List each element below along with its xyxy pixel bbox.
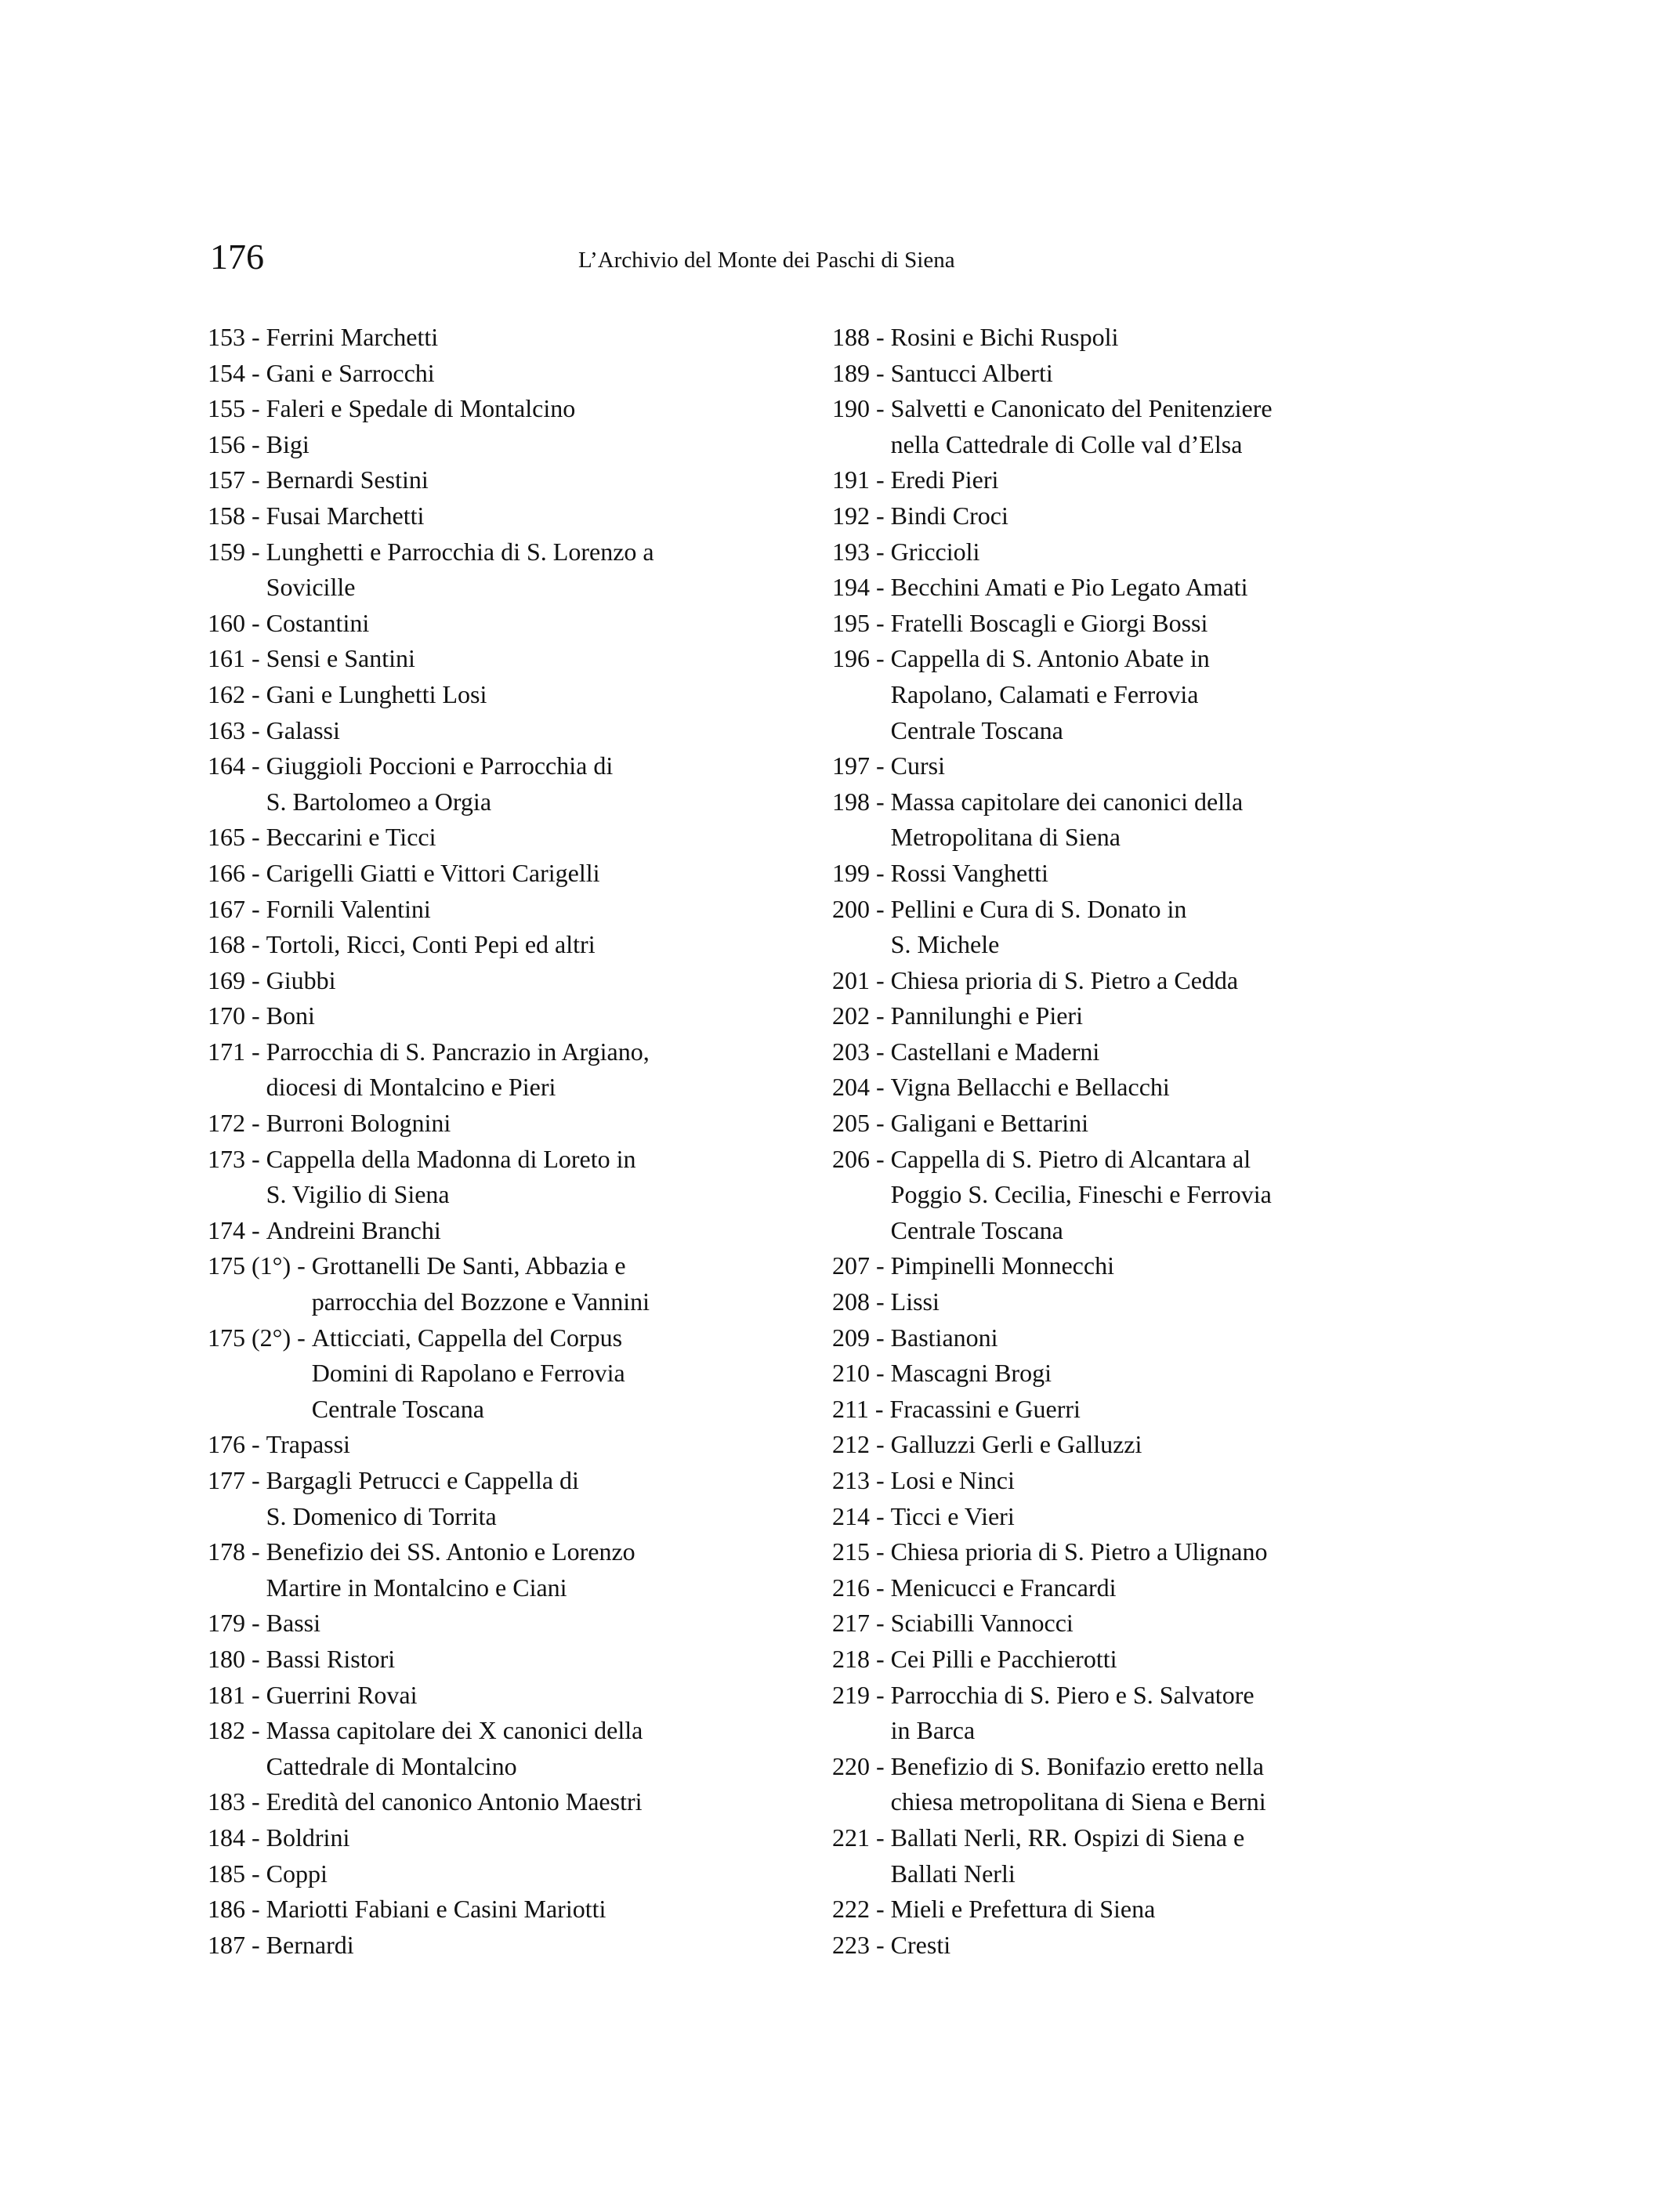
entry-number: 199 - — [832, 858, 885, 887]
list-item — [832, 1642, 1428, 1678]
entry-text: Guerrini Rovai — [266, 1680, 418, 1709]
list-item — [832, 1142, 1428, 1249]
entry-number: 172 - — [208, 1109, 260, 1138]
entry-text: Massa capitolare dei canonici della Metropolitana di Siena — [890, 787, 1244, 852]
entry-text: Cursi — [890, 751, 945, 780]
entry-number: 156 - — [208, 429, 260, 458]
entry-number: 209 - — [832, 1323, 885, 1352]
entry-number: 177 - — [208, 1466, 260, 1494]
list-item — [208, 963, 803, 999]
entry-text: Bernardi — [266, 1930, 354, 1959]
list-item — [832, 892, 1428, 963]
list-item — [832, 1892, 1428, 1928]
entry-number: 175 (1°) - — [208, 1251, 306, 1280]
list-item — [208, 1142, 803, 1213]
list-item — [832, 1820, 1428, 1892]
entry-text: Cresti — [890, 1930, 951, 1959]
entry-number: 223 - — [832, 1930, 885, 1959]
entry-text: Giubbi — [266, 965, 336, 994]
list-item — [832, 1606, 1428, 1642]
entry-number: 205 - — [832, 1109, 885, 1138]
entry-text: Bindi Croci — [890, 501, 1008, 530]
entry-number: 164 - — [208, 751, 260, 780]
list-item — [832, 534, 1428, 570]
list-item — [832, 1248, 1428, 1284]
entry-number: 202 - — [832, 1001, 885, 1030]
entry-text: Rossi Vanghetti — [890, 858, 1048, 887]
list-item — [832, 1463, 1428, 1499]
list-item — [208, 498, 803, 534]
list-item — [832, 356, 1428, 392]
entry-text: Bigi — [266, 429, 310, 458]
entry-number: 210 - — [832, 1359, 885, 1388]
entry-text: Eredità del canonico Antonio Maestri — [266, 1787, 643, 1816]
entry-text: Pimpinelli Monnecchi — [890, 1251, 1114, 1280]
entry-text: Faleri e Spedale di Montalcino — [266, 394, 576, 423]
entry-number: 203 - — [832, 1037, 885, 1066]
entry-text: Atticciati, Cappella del Corpus Domini di Rapolano e Ferrovia Centrale Toscana — [311, 1323, 625, 1423]
entry-number: 176 - — [208, 1430, 260, 1459]
entry-text: Menicucci e Francardi — [890, 1573, 1117, 1602]
entry-text: Boni — [266, 1001, 315, 1030]
list-item — [208, 856, 803, 892]
list-item — [208, 1928, 803, 1964]
entry-text: Parrocchia di S. Piero e S. Salvatore in Barca — [890, 1680, 1255, 1745]
entry-number: 216 - — [832, 1573, 885, 1602]
entry-text: Sciabilli Vannocci — [890, 1609, 1074, 1638]
entry-text: Ballati Nerli, RR. Ospizi di Siena e Ballati Nerli — [890, 1823, 1245, 1888]
entry-number: 196 - — [832, 644, 885, 673]
entry-text: Vigna Bellacchi e Bellacchi — [890, 1073, 1170, 1102]
entry-text: Castellani e Maderni — [890, 1037, 1100, 1066]
running-title: L’Archivio del Monte dei Paschi di Siena — [578, 248, 955, 273]
entry-number: 195 - — [832, 608, 885, 637]
entry-text: Fratelli Boscagli e Giorgi Bossi — [890, 608, 1208, 637]
list-item — [832, 320, 1428, 356]
list-item — [832, 1427, 1428, 1463]
list-item — [832, 606, 1428, 642]
entry-text: Lissi — [890, 1287, 940, 1316]
right-column — [832, 320, 1428, 1963]
entry-number: 182 - — [208, 1716, 260, 1745]
entry-text: Tortoli, Ricci, Conti Pepi ed altri — [266, 930, 596, 959]
entry-text: Gani e Sarrocchi — [266, 358, 435, 387]
entry-text: Ferrini Marchetti — [266, 323, 439, 351]
entry-number: 166 - — [208, 858, 260, 887]
entry-number: 215 - — [832, 1537, 885, 1566]
list-item — [208, 320, 803, 356]
entry-number: 170 - — [208, 1001, 260, 1030]
list-item — [208, 641, 803, 677]
list-item — [832, 498, 1428, 534]
entry-number: 158 - — [208, 501, 260, 530]
list-item — [208, 1892, 803, 1928]
list-item — [832, 570, 1428, 606]
entry-text: Carigelli Giatti e Vittori Carigelli — [266, 858, 600, 887]
list-item — [208, 427, 803, 463]
entry-text: Benefizio di S. Bonifazio eretto nella chiesa metropolitana di Siena e Berni — [890, 1751, 1266, 1816]
entry-number: 169 - — [208, 965, 260, 994]
entry-text: Parrocchia di S. Pancrazio in Argiano, diocesi di Montalcino e Pieri — [266, 1037, 650, 1102]
entry-text: Giuggioli Poccioni e Parrocchia di S. Bartolomeo a Orgia — [266, 751, 614, 816]
entry-text: Galluzzi Gerli e Galluzzi — [890, 1430, 1142, 1459]
list-item — [208, 1320, 803, 1428]
entry-number: 198 - — [832, 787, 885, 816]
entry-text: Cappella di S. Pietro di Alcantara al Poggio S. Cecilia, Fineschi e Ferrovia Centrale Toscana — [890, 1144, 1272, 1244]
entry-number: 179 - — [208, 1609, 260, 1638]
entry-number: 161 - — [208, 644, 260, 673]
entry-number: 190 - — [832, 394, 885, 423]
list-item — [832, 1392, 1428, 1428]
entry-number: 163 - — [208, 715, 260, 744]
entry-number: 197 - — [832, 751, 885, 780]
entry-text: Becchini Amati e Pio Legato Amati — [890, 573, 1248, 602]
list-item — [208, 748, 803, 820]
entry-number: 159 - — [208, 537, 260, 566]
entry-text: Mascagni Brogi — [890, 1359, 1052, 1388]
entry-number: 155 - — [208, 394, 260, 423]
entry-number: 171 - — [208, 1037, 260, 1066]
entry-text: Chiesa prioria di S. Pietro a Ulignano — [890, 1537, 1268, 1566]
entry-text: Ticci e Vieri — [890, 1501, 1015, 1530]
entry-text: Bernardi Sestini — [266, 465, 429, 494]
entry-text: Chiesa prioria di S. Pietro a Cedda — [890, 965, 1239, 994]
entry-text: Salvetti e Canonicato del Penitenziere nella Cattedrale di Colle val d’Elsa — [890, 394, 1273, 458]
entry-number: 184 - — [208, 1823, 260, 1852]
entry-number: 154 - — [208, 358, 260, 387]
entry-number: 218 - — [832, 1644, 885, 1673]
entry-number: 183 - — [208, 1787, 260, 1816]
list-item — [832, 1534, 1428, 1570]
list-item — [208, 1213, 803, 1249]
list-item — [208, 1713, 803, 1784]
list-item — [832, 1284, 1428, 1320]
entry-number: 173 - — [208, 1144, 260, 1173]
entry-number: 167 - — [208, 894, 260, 923]
entry-text: Sensi e Santini — [266, 644, 415, 673]
list-item — [832, 1034, 1428, 1070]
entry-number: 217 - — [832, 1609, 885, 1638]
list-item — [208, 677, 803, 713]
list-item — [832, 641, 1428, 748]
entry-number: 213 - — [832, 1466, 885, 1494]
entry-number: 200 - — [832, 894, 885, 923]
list-item — [832, 391, 1428, 462]
entry-number: 207 - — [832, 1251, 885, 1280]
list-item — [208, 1106, 803, 1142]
entry-text: Bassi Ristori — [266, 1644, 396, 1673]
list-item — [208, 1642, 803, 1678]
entry-number: 187 - — [208, 1930, 260, 1959]
list-item — [208, 927, 803, 963]
list-item — [208, 998, 803, 1034]
entry-text: Benefizio dei SS. Antonio e Lorenzo Martire in Montalcino e Ciani — [266, 1537, 635, 1602]
entry-number: 192 - — [832, 501, 885, 530]
list-item — [832, 1106, 1428, 1142]
entry-number: 214 - — [832, 1501, 885, 1530]
entry-number: 153 - — [208, 323, 260, 351]
entry-number: 219 - — [832, 1680, 885, 1709]
list-item — [832, 748, 1428, 784]
list-item — [208, 820, 803, 856]
entry-text: Bastianoni — [890, 1323, 998, 1352]
list-item — [832, 1070, 1428, 1106]
entry-number: 212 - — [832, 1430, 885, 1459]
entry-text: Fracassini e Guerri — [889, 1394, 1081, 1423]
entry-number: 222 - — [832, 1895, 885, 1924]
entry-number: 181 - — [208, 1680, 260, 1709]
entry-text: Pellini e Cura di S. Donato in S. Michele — [890, 894, 1187, 959]
entry-text: Andreini Branchi — [266, 1215, 441, 1244]
page-number: 176 — [210, 237, 264, 277]
entry-text: Bargagli Petrucci e Cappella di S. Domenico di Torrita — [266, 1466, 579, 1530]
entry-number: 220 - — [832, 1751, 885, 1780]
list-item — [832, 1499, 1428, 1535]
entry-text: Coppi — [266, 1859, 328, 1888]
entry-text: Gani e Lunghetti Losi — [266, 679, 487, 708]
entry-number: 208 - — [832, 1287, 885, 1316]
entry-text: Griccioli — [890, 537, 980, 566]
list-item — [208, 462, 803, 498]
list-item — [832, 1678, 1428, 1749]
list-item — [832, 1570, 1428, 1606]
list-item — [208, 1034, 803, 1106]
entry-text: Costantini — [266, 608, 370, 637]
entry-text: Fusai Marchetti — [266, 501, 425, 530]
entry-number: 174 - — [208, 1215, 260, 1244]
list-item — [208, 356, 803, 392]
entry-text: Grottanelli De Santi, Abbazia e parrocchia del Bozzone e Vannini — [311, 1251, 650, 1316]
list-item — [208, 391, 803, 427]
entry-text: Pannilunghi e Pieri — [890, 1001, 1083, 1030]
entry-text: Losi e Ninci — [890, 1466, 1015, 1494]
entry-text: Fornili Valentini — [266, 894, 431, 923]
entry-number: 185 - — [208, 1859, 260, 1888]
entry-number: 160 - — [208, 608, 260, 637]
entry-number: 189 - — [832, 358, 885, 387]
entry-text: Boldrini — [266, 1823, 350, 1852]
entry-number: 211 - — [832, 1394, 884, 1423]
entry-text: Lunghetti e Parrocchia di S. Lorenzo a Sovicille — [266, 537, 654, 602]
list-item — [832, 856, 1428, 892]
entry-number: 194 - — [832, 573, 885, 602]
list-item — [832, 998, 1428, 1034]
entry-number: 204 - — [832, 1073, 885, 1102]
entry-text: Burroni Bolognini — [266, 1109, 451, 1138]
entry-text: Mariotti Fabiani e Casini Mariotti — [266, 1895, 606, 1924]
entry-text: Bassi — [266, 1609, 320, 1638]
entry-text: Eredi Pieri — [890, 465, 999, 494]
entry-number: 221 - — [832, 1823, 885, 1852]
list-item — [208, 1248, 803, 1320]
list-item — [832, 1749, 1428, 1820]
entry-number: 157 - — [208, 465, 260, 494]
entry-text: Mieli e Prefettura di Siena — [890, 1895, 1156, 1924]
entry-text: Cappella della Madonna di Loreto in S. Vigilio di Siena — [266, 1144, 636, 1209]
entry-number: 186 - — [208, 1895, 260, 1924]
entry-text: Galassi — [266, 715, 340, 744]
entry-number: 175 (2°) - — [208, 1323, 306, 1352]
entry-number: 165 - — [208, 823, 260, 852]
list-item — [208, 892, 803, 928]
list-item — [832, 963, 1428, 999]
entry-number: 162 - — [208, 679, 260, 708]
list-item — [208, 1856, 803, 1892]
list-item — [208, 1678, 803, 1714]
entry-text: Santucci Alberti — [890, 358, 1053, 387]
entry-number: 180 - — [208, 1644, 260, 1673]
entry-number: 191 - — [832, 465, 885, 494]
entry-number: 193 - — [832, 537, 885, 566]
entry-text: Cappella di S. Antonio Abate in Rapolano, Calamati e Ferrovia Centrale Toscana — [890, 644, 1210, 744]
entry-text: Galigani e Bettarini — [890, 1109, 1089, 1138]
list-item — [208, 1784, 803, 1820]
list-item — [832, 1320, 1428, 1356]
entry-text: Beccarini e Ticci — [266, 823, 436, 852]
list-item — [208, 1606, 803, 1642]
entry-text: Massa capitolare dei X canonici della Cattedrale di Montalcino — [266, 1716, 643, 1780]
entry-text: Trapassi — [266, 1430, 350, 1459]
list-item — [832, 462, 1428, 498]
list-item — [208, 606, 803, 642]
entry-number: 168 - — [208, 930, 260, 959]
list-item — [832, 784, 1428, 856]
list-item — [208, 1463, 803, 1534]
list-item — [208, 713, 803, 749]
list-item — [208, 1427, 803, 1463]
left-column — [208, 320, 803, 1963]
entry-number: 206 - — [832, 1144, 885, 1173]
entry-text: Rosini e Bichi Ruspoli — [890, 323, 1119, 351]
list-item — [208, 1820, 803, 1856]
entry-number: 178 - — [208, 1537, 260, 1566]
entry-text: Cei Pilli e Pacchierotti — [890, 1644, 1117, 1673]
list-item — [832, 1356, 1428, 1392]
entry-number: 188 - — [832, 323, 885, 351]
entry-number: 201 - — [832, 965, 885, 994]
list-item — [208, 534, 803, 606]
list-item — [208, 1534, 803, 1606]
list-item — [832, 1928, 1428, 1964]
